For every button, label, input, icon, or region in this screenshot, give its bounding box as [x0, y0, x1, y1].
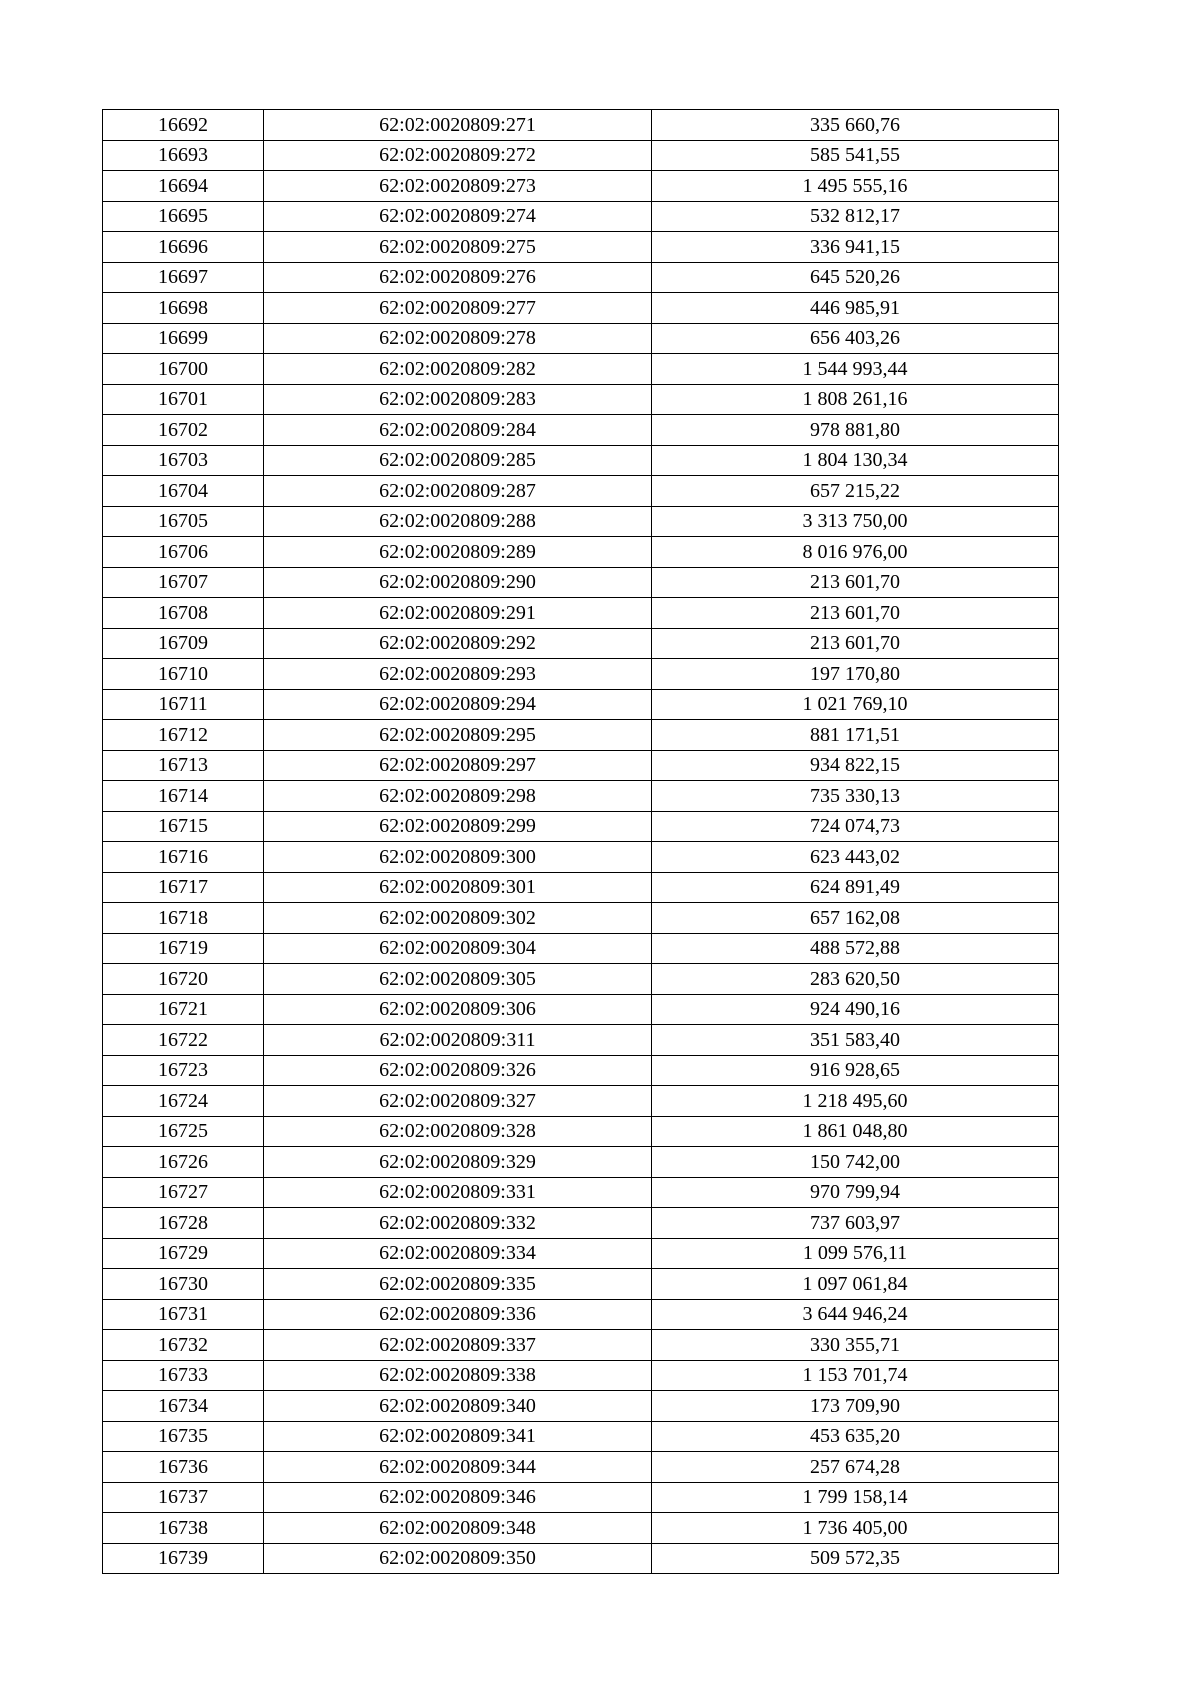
- cadastral-number-cell: 62:02:0020809:300: [264, 842, 652, 873]
- cadastral-number-cell: 62:02:0020809:288: [264, 506, 652, 537]
- cadastral-number-cell: 62:02:0020809:271: [264, 110, 652, 141]
- row-number-cell: 16722: [103, 1025, 264, 1056]
- cadastral-number-cell: 62:02:0020809:277: [264, 293, 652, 324]
- row-number-cell: 16702: [103, 415, 264, 446]
- row-number-cell: 16735: [103, 1421, 264, 1452]
- cadastral-number-cell: 62:02:0020809:275: [264, 232, 652, 263]
- cadastral-value-cell: 336 941,15: [652, 232, 1059, 263]
- row-number-cell: 16726: [103, 1147, 264, 1178]
- cadastral-value-cell: 881 171,51: [652, 720, 1059, 751]
- cadastral-number-cell: 62:02:0020809:338: [264, 1360, 652, 1391]
- row-number-cell: 16709: [103, 628, 264, 659]
- table-row: [103, 811, 1059, 842]
- table-row: [103, 384, 1059, 415]
- cadastral-number-cell: 62:02:0020809:335: [264, 1269, 652, 1300]
- row-number-cell: 16731: [103, 1299, 264, 1330]
- row-number-cell: 16737: [103, 1482, 264, 1513]
- cadastral-value-cell: 657 162,08: [652, 903, 1059, 934]
- table-row: [103, 201, 1059, 232]
- cadastral-number-cell: 62:02:0020809:284: [264, 415, 652, 446]
- cadastral-value-cell: 283 620,50: [652, 964, 1059, 995]
- cadastral-value-cell: 737 603,97: [652, 1208, 1059, 1239]
- row-number-cell: 16723: [103, 1055, 264, 1086]
- cadastral-value-cell: 197 170,80: [652, 659, 1059, 690]
- cadastral-value-cell: 657 215,22: [652, 476, 1059, 507]
- cadastral-number-cell: 62:02:0020809:276: [264, 262, 652, 293]
- cadastral-number-cell: 62:02:0020809:295: [264, 720, 652, 751]
- table-row: [103, 1208, 1059, 1239]
- table-row: [103, 781, 1059, 812]
- cadastral-number-cell: 62:02:0020809:327: [264, 1086, 652, 1117]
- cadastral-value-cell: 645 520,26: [652, 262, 1059, 293]
- table-row: [103, 171, 1059, 202]
- cadastral-value-cell: 1 804 130,34: [652, 445, 1059, 476]
- table-row: [103, 262, 1059, 293]
- row-number-cell: 16729: [103, 1238, 264, 1269]
- row-number-cell: 16704: [103, 476, 264, 507]
- table-row: [103, 1330, 1059, 1361]
- cadastral-value-cell: 1 099 576,11: [652, 1238, 1059, 1269]
- table-row: [103, 750, 1059, 781]
- cadastral-value-cell: 3 644 946,24: [652, 1299, 1059, 1330]
- row-number-cell: 16732: [103, 1330, 264, 1361]
- cadastral-number-cell: 62:02:0020809:289: [264, 537, 652, 568]
- cadastral-number-cell: 62:02:0020809:306: [264, 994, 652, 1025]
- cadastral-value-cell: 150 742,00: [652, 1147, 1059, 1178]
- row-number-cell: 16720: [103, 964, 264, 995]
- table-row: [103, 1360, 1059, 1391]
- row-number-cell: 16713: [103, 750, 264, 781]
- cadastral-number-cell: 62:02:0020809:328: [264, 1116, 652, 1147]
- cadastral-number-cell: 62:02:0020809:348: [264, 1513, 652, 1544]
- cadastral-number-cell: 62:02:0020809:304: [264, 933, 652, 964]
- table-row: [103, 1055, 1059, 1086]
- cadastral-number-cell: 62:02:0020809:285: [264, 445, 652, 476]
- cadastral-number-cell: 62:02:0020809:283: [264, 384, 652, 415]
- table-row: [103, 1391, 1059, 1422]
- row-number-cell: 16712: [103, 720, 264, 751]
- table-row: [103, 1482, 1059, 1513]
- cadastral-number-cell: 62:02:0020809:290: [264, 567, 652, 598]
- cadastral-number-cell: 62:02:0020809:278: [264, 323, 652, 354]
- cadastral-number-cell: 62:02:0020809:334: [264, 1238, 652, 1269]
- row-number-cell: 16739: [103, 1543, 264, 1574]
- table-row: [103, 964, 1059, 995]
- table-row: [103, 1299, 1059, 1330]
- cadastral-value-cell: 330 355,71: [652, 1330, 1059, 1361]
- cadastral-value-cell: 1 861 048,80: [652, 1116, 1059, 1147]
- cadastral-value-cell: 453 635,20: [652, 1421, 1059, 1452]
- cadastral-number-cell: 62:02:0020809:302: [264, 903, 652, 934]
- row-number-cell: 16696: [103, 232, 264, 263]
- cadastral-number-cell: 62:02:0020809:294: [264, 689, 652, 720]
- row-number-cell: 16716: [103, 842, 264, 873]
- cadastral-number-cell: 62:02:0020809:341: [264, 1421, 652, 1452]
- table-row: [103, 415, 1059, 446]
- cadastral-number-cell: 62:02:0020809:292: [264, 628, 652, 659]
- cadastral-value-cell: 509 572,35: [652, 1543, 1059, 1574]
- table-row: [103, 1116, 1059, 1147]
- table-row: [103, 628, 1059, 659]
- cadastral-number-cell: 62:02:0020809:331: [264, 1177, 652, 1208]
- cadastral-value-cell: 1 799 158,14: [652, 1482, 1059, 1513]
- row-number-cell: 16710: [103, 659, 264, 690]
- table-row: [103, 1147, 1059, 1178]
- table-row: [103, 506, 1059, 537]
- row-number-cell: 16708: [103, 598, 264, 629]
- cadastral-value-cell: 213 601,70: [652, 567, 1059, 598]
- cadastral-value-cell: 532 812,17: [652, 201, 1059, 232]
- cadastral-number-cell: 62:02:0020809:305: [264, 964, 652, 995]
- cadastral-number-cell: 62:02:0020809:293: [264, 659, 652, 690]
- cadastral-value-cell: 8 016 976,00: [652, 537, 1059, 568]
- row-number-cell: 16728: [103, 1208, 264, 1239]
- cadastral-number-cell: 62:02:0020809:337: [264, 1330, 652, 1361]
- cadastral-number-cell: 62:02:0020809:329: [264, 1147, 652, 1178]
- cadastral-value-cell: 213 601,70: [652, 598, 1059, 629]
- cadastral-value-cell: 916 928,65: [652, 1055, 1059, 1086]
- row-number-cell: 16705: [103, 506, 264, 537]
- row-number-cell: 16736: [103, 1452, 264, 1483]
- cadastral-value-cell: 335 660,76: [652, 110, 1059, 141]
- row-number-cell: 16701: [103, 384, 264, 415]
- table-row: [103, 1513, 1059, 1544]
- row-number-cell: 16727: [103, 1177, 264, 1208]
- cadastral-value-cell: 585 541,55: [652, 140, 1059, 171]
- row-number-cell: 16733: [103, 1360, 264, 1391]
- cadastral-value-cell: 1 153 701,74: [652, 1360, 1059, 1391]
- cadastral-number-cell: 62:02:0020809:291: [264, 598, 652, 629]
- table-row: [103, 842, 1059, 873]
- row-number-cell: 16699: [103, 323, 264, 354]
- table-row: [103, 720, 1059, 751]
- table-row: [103, 1543, 1059, 1574]
- table-row: [103, 903, 1059, 934]
- cadastral-number-cell: 62:02:0020809:298: [264, 781, 652, 812]
- table-row: [103, 1269, 1059, 1300]
- cadastral-number-cell: 62:02:0020809:301: [264, 872, 652, 903]
- cadastral-value-cell: 488 572,88: [652, 933, 1059, 964]
- table-row: [103, 1025, 1059, 1056]
- cadastral-number-cell: 62:02:0020809:273: [264, 171, 652, 202]
- cadastral-number-cell: 62:02:0020809:332: [264, 1208, 652, 1239]
- table-row: [103, 1238, 1059, 1269]
- row-number-cell: 16698: [103, 293, 264, 324]
- cadastral-value-cell: 1 097 061,84: [652, 1269, 1059, 1300]
- cadastral-number-cell: 62:02:0020809:346: [264, 1482, 652, 1513]
- cadastral-value-cell: 1 736 405,00: [652, 1513, 1059, 1544]
- table-row: [103, 445, 1059, 476]
- cadastral-number-cell: 62:02:0020809:344: [264, 1452, 652, 1483]
- cadastral-value-cell: 173 709,90: [652, 1391, 1059, 1422]
- row-number-cell: 16734: [103, 1391, 264, 1422]
- cadastral-value-table: [102, 109, 1059, 1574]
- cadastral-value-cell: 924 490,16: [652, 994, 1059, 1025]
- table-row: [103, 659, 1059, 690]
- row-number-cell: 16695: [103, 201, 264, 232]
- cadastral-value-cell: 656 403,26: [652, 323, 1059, 354]
- table-row: [103, 323, 1059, 354]
- cadastral-number-cell: 62:02:0020809:299: [264, 811, 652, 842]
- table-row: [103, 1177, 1059, 1208]
- row-number-cell: 16707: [103, 567, 264, 598]
- cadastral-value-cell: 970 799,94: [652, 1177, 1059, 1208]
- cadastral-value-cell: 978 881,80: [652, 415, 1059, 446]
- row-number-cell: 16700: [103, 354, 264, 385]
- row-number-cell: 16724: [103, 1086, 264, 1117]
- row-number-cell: 16706: [103, 537, 264, 568]
- row-number-cell: 16715: [103, 811, 264, 842]
- row-number-cell: 16717: [103, 872, 264, 903]
- table-row: [103, 537, 1059, 568]
- cadastral-value-cell: 934 822,15: [652, 750, 1059, 781]
- table-row: [103, 567, 1059, 598]
- cadastral-value-cell: 1 808 261,16: [652, 384, 1059, 415]
- cadastral-number-cell: 62:02:0020809:282: [264, 354, 652, 385]
- table-row: [103, 293, 1059, 324]
- table-row: [103, 933, 1059, 964]
- cadastral-number-cell: 62:02:0020809:297: [264, 750, 652, 781]
- cadastral-value-cell: 3 313 750,00: [652, 506, 1059, 537]
- table-row: [103, 354, 1059, 385]
- table-row: [103, 689, 1059, 720]
- table-row: [103, 140, 1059, 171]
- cadastral-value-cell: 1 495 555,16: [652, 171, 1059, 202]
- cadastral-value-cell: 351 583,40: [652, 1025, 1059, 1056]
- cadastral-value-cell: 724 074,73: [652, 811, 1059, 842]
- table-row: [103, 232, 1059, 263]
- cadastral-number-cell: 62:02:0020809:350: [264, 1543, 652, 1574]
- row-number-cell: 16697: [103, 262, 264, 293]
- cadastral-number-cell: 62:02:0020809:326: [264, 1055, 652, 1086]
- cadastral-number-cell: 62:02:0020809:340: [264, 1391, 652, 1422]
- row-number-cell: 16711: [103, 689, 264, 720]
- cadastral-value-cell: 213 601,70: [652, 628, 1059, 659]
- row-number-cell: 16738: [103, 1513, 264, 1544]
- cadastral-number-cell: 62:02:0020809:336: [264, 1299, 652, 1330]
- table-row: [103, 476, 1059, 507]
- cadastral-value-cell: 623 443,02: [652, 842, 1059, 873]
- row-number-cell: 16693: [103, 140, 264, 171]
- row-number-cell: 16718: [103, 903, 264, 934]
- cadastral-number-cell: 62:02:0020809:272: [264, 140, 652, 171]
- row-number-cell: 16692: [103, 110, 264, 141]
- row-number-cell: 16703: [103, 445, 264, 476]
- cadastral-number-cell: 62:02:0020809:274: [264, 201, 652, 232]
- row-number-cell: 16721: [103, 994, 264, 1025]
- cadastral-number-cell: 62:02:0020809:311: [264, 1025, 652, 1056]
- cadastral-value-cell: 1 544 993,44: [652, 354, 1059, 385]
- cadastral-value-cell: 1 021 769,10: [652, 689, 1059, 720]
- row-number-cell: 16730: [103, 1269, 264, 1300]
- cadastral-number-cell: 62:02:0020809:287: [264, 476, 652, 507]
- row-number-cell: 16694: [103, 171, 264, 202]
- table-body: [103, 110, 1059, 1574]
- cadastral-value-cell: 257 674,28: [652, 1452, 1059, 1483]
- table-row: [103, 1086, 1059, 1117]
- cadastral-value-cell: 446 985,91: [652, 293, 1059, 324]
- cadastral-value-cell: 1 218 495,60: [652, 1086, 1059, 1117]
- table-row: [103, 598, 1059, 629]
- cadastral-value-cell: 624 891,49: [652, 872, 1059, 903]
- row-number-cell: 16725: [103, 1116, 264, 1147]
- table-row: [103, 110, 1059, 141]
- table-row: [103, 1452, 1059, 1483]
- cadastral-value-cell: 735 330,13: [652, 781, 1059, 812]
- table-row: [103, 872, 1059, 903]
- table-row: [103, 1421, 1059, 1452]
- row-number-cell: 16714: [103, 781, 264, 812]
- row-number-cell: 16719: [103, 933, 264, 964]
- table-row: [103, 994, 1059, 1025]
